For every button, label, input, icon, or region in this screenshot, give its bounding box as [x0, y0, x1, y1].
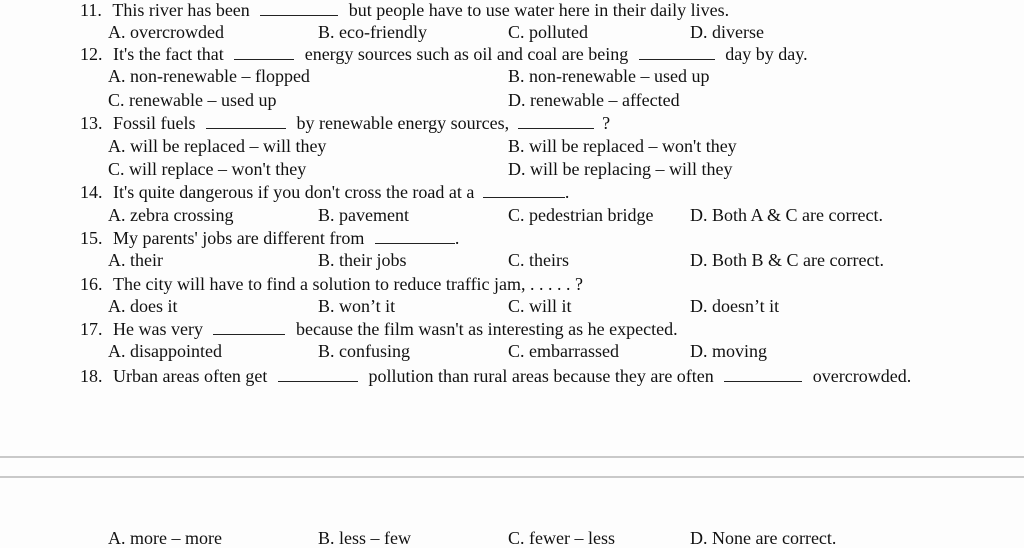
question-text: .: [454, 228, 460, 248]
option-d[interactable]: D. doesn’t it: [690, 296, 780, 316]
question-number: 12.: [80, 44, 103, 64]
question-text: He was very: [113, 319, 203, 339]
option-b[interactable]: B. won’t it: [318, 296, 396, 316]
answer-blank[interactable]: [206, 114, 286, 129]
question-number: 15.: [80, 228, 103, 248]
option-d[interactable]: D. moving: [690, 341, 768, 361]
option-c[interactable]: C. will replace – won't they: [108, 159, 307, 179]
option-d[interactable]: D. Both A & C are correct.: [690, 205, 883, 225]
question-text: This river has been: [112, 0, 250, 20]
option-b[interactable]: B. less – few: [318, 528, 411, 548]
question-text: energy sources such as oil and coal are being: [304, 44, 629, 64]
option-a[interactable]: A. overcrowded: [108, 22, 224, 42]
question-text: pollution than rural areas because they are often: [368, 366, 714, 386]
answer-blank[interactable]: [375, 229, 455, 244]
page-break-top-line: [0, 456, 1024, 458]
option-a[interactable]: A. their: [108, 250, 163, 270]
answer-blank[interactable]: [724, 367, 802, 382]
option-b[interactable]: B. eco-friendly: [318, 22, 427, 42]
option-c[interactable]: C. pedestrian bridge: [508, 205, 654, 225]
question-17: [80, 319, 678, 339]
answer-blank[interactable]: [518, 114, 594, 129]
option-b[interactable]: B. non-renewable – used up: [508, 66, 710, 86]
question-text: but people have to use water here in their daily lives.: [348, 0, 730, 20]
option-d[interactable]: D. will be replacing – will they: [508, 159, 733, 179]
answer-blank[interactable]: [213, 320, 285, 335]
question-15: [80, 228, 459, 248]
question-text: Urban areas often get: [113, 366, 268, 386]
option-c[interactable]: C. fewer – less: [508, 528, 615, 548]
option-b[interactable]: B. their jobs: [318, 250, 407, 270]
option-d[interactable]: D. renewable – affected: [508, 90, 680, 110]
question-18: [80, 366, 911, 386]
answer-blank[interactable]: [234, 45, 294, 60]
question-text: ?: [602, 113, 611, 133]
question-text: overcrowded.: [812, 366, 912, 386]
question-number: 14.: [80, 182, 103, 202]
option-b[interactable]: B. confusing: [318, 341, 410, 361]
option-b[interactable]: B. pavement: [318, 205, 409, 225]
question-14: [80, 182, 569, 202]
option-a[interactable]: A. will be replaced – will they: [108, 136, 327, 156]
question-13: [80, 113, 610, 133]
question-text: It's quite dangerous if you don't cross the road at a: [113, 182, 475, 202]
answer-blank[interactable]: [639, 45, 715, 60]
question-text: day by day.: [725, 44, 808, 64]
question-11: [80, 0, 729, 20]
answer-blank[interactable]: [278, 367, 358, 382]
option-a[interactable]: A. non-renewable – flopped: [108, 66, 310, 86]
question-text: Fossil fuels: [113, 113, 196, 133]
option-d[interactable]: D. diverse: [690, 22, 764, 42]
question-text: .: [564, 182, 570, 202]
page-break-bottom-line: [0, 476, 1024, 478]
option-c[interactable]: C. embarrassed: [508, 341, 619, 361]
answer-blank[interactable]: [260, 1, 338, 16]
option-b[interactable]: B. will be replaced – won't they: [508, 136, 737, 156]
question-16: [80, 274, 583, 294]
question-number: 17.: [80, 319, 103, 339]
option-d[interactable]: D. None are correct.: [690, 528, 837, 548]
question-12: [80, 44, 808, 64]
option-a[interactable]: A. disappointed: [108, 341, 222, 361]
answer-blank[interactable]: [483, 183, 565, 198]
option-d[interactable]: D. Both B & C are correct.: [690, 250, 884, 270]
question-number: 16.: [80, 274, 103, 294]
option-a[interactable]: A. does it: [108, 296, 178, 316]
question-number: 13.: [80, 113, 103, 133]
option-a[interactable]: A. zebra crossing: [108, 205, 234, 225]
option-c[interactable]: C. theirs: [508, 250, 569, 270]
question-text: by renewable energy sources,: [296, 113, 510, 133]
option-a[interactable]: A. more – more: [108, 528, 222, 548]
question-number: 11.: [80, 0, 102, 20]
question-number: 18.: [80, 366, 103, 386]
question-text: It's the fact that: [113, 44, 224, 64]
question-text: because the film wasn't as interesting as he expected.: [295, 319, 678, 339]
question-text: My parents' jobs are different from: [113, 228, 365, 248]
option-c[interactable]: C. polluted: [508, 22, 588, 42]
option-c[interactable]: C. renewable – used up: [108, 90, 277, 110]
option-c[interactable]: C. will it: [508, 296, 572, 316]
question-text: The city will have to find a solution to reduce traffic jam, . . . . . ?: [113, 274, 584, 294]
